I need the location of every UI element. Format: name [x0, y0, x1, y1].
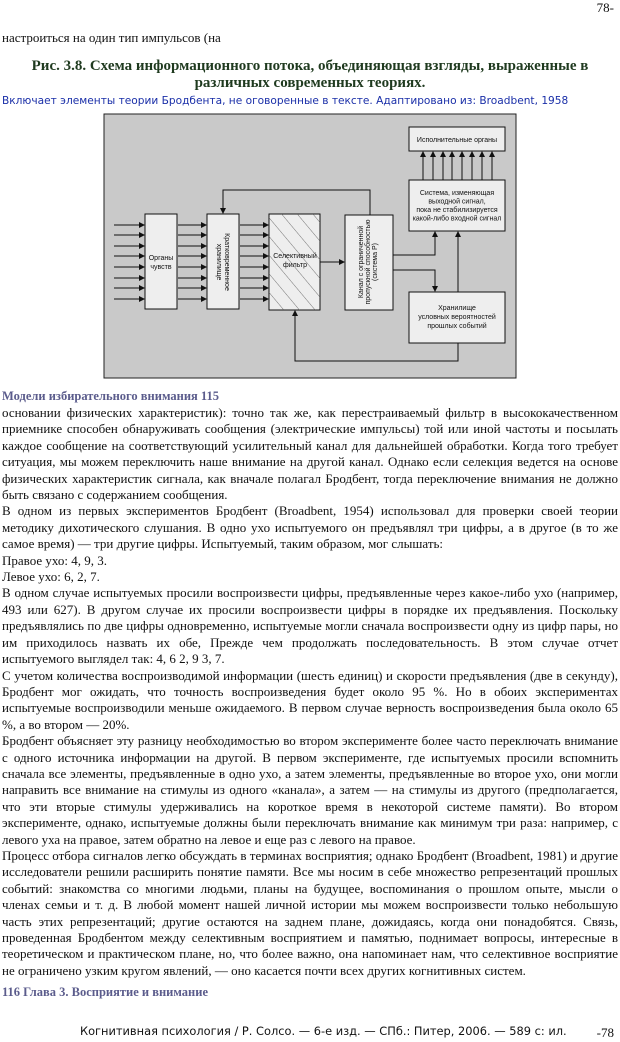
- paragraph: Левое ухо: 6, 2, 7.: [2, 569, 100, 585]
- figure-caption: Рис. 3.8. Схема информационного потока, объединяющая взгляды, выраженные в различных современных теориях.: [31, 58, 589, 91]
- box-short-term-store-label: Кратковременноехранилище: [215, 233, 230, 291]
- paragraph: В одном случае испытуемых просили воспроизвести цифры, предъявленные через какое-либо ухо (например, 493 или 627). В другом случае их просили воспроизвести цифры в порядке их предъявления. Поскольку предъявлялись по две цифры одновременно, испытуемые могли сначала воспроизвести одну из цифр пары, но им приходилось назвать их обе, Прежде чем продолжать последовательность. В этом случае отчет испытуемого выглядел так: 4, 6 2, 9 3, 7.: [2, 585, 618, 667]
- text-flow: [2, 388, 618, 1042]
- lead-fragment: настроиться на один тип импульсов (на: [2, 30, 221, 45]
- box-effectors-label: Исполнительные органы: [416, 137, 498, 144]
- box-output-system-label: Система, изменяющая выходной сигнал, пока не стабилизируется какой-либо входной сигнал: [412, 190, 502, 223]
- paragraph: Процесс отбора сигналов легко обсуждать в терминах восприятия; однако Бродбент (Broadbent, 1981) и другие исследователи решили расширить понятие памяти. Все мы носим в себе множество репрезентаций прошлых событий: знакомства со многими людьми, планы на будущее, воспоминания о прошлом опыте, мысли о членах семьи и т. д. В любой момент нашей личной истории мы можем воспроизвести только небольшую часть этих репрезентаций; другие остаются на заднем плане, дожидаясь, когда они понадобятся. Связь, проведенная Бродбентом между селективным восприятием и памятью, поднимает вопросы, интересные в теоретическом и практическом плане, но, что более важно, она напоминает нам, что селективное восприятие не ограничено узким кругом явлений, — оно касается почти всех других когнитивных систем.: [2, 847, 618, 978]
- figure-subcaption: Включает элементы теории Бродбента, не оговоренные в тексте. Адаптировано из: Broadbent, 1958: [2, 95, 569, 107]
- chapter-footer: 116 Глава 3. Восприятие и внимание: [2, 985, 208, 1000]
- paragraph: Правое ухо: 4, 9, 3.: [2, 552, 108, 568]
- information-flow-diagram: [100, 110, 520, 390]
- page-number-bottom: -78: [596, 1025, 614, 1041]
- box-store-label: Хранилище условных вероятностей прошлых событий: [418, 305, 496, 330]
- page-footer: [2, 1024, 618, 1042]
- paragraph: С учетом количества воспроизводимой информации (шесть единиц) и скорости предъявления (две в секунду), Бродбент мог ожидать, что точность воспроизведения будет около 95 %. Но в обоих экспериментах испытуемые воспроизводили меньше ожидаемого. В первом случае верность воспроизведения была около 65 %, а во втором — 20%.: [2, 667, 618, 732]
- body-text: [2, 405, 618, 979]
- box-selective-filter-label: Селективный фильтр: [273, 253, 317, 269]
- paragraph: Бродбент объясняет эту разницу необходимостью во втором эксперименте более часто переключать внимание с одного источника информации на другой. В первом эксперименте, где испытуемых просили вспомнить сначала все элементы, предъявленные в одно ухо, а затем элементы, предъявленные во второе ухо, они могли направить все внимание на стимулы из одного «канала», а затем — на стимулы из другого (предполагается, что эти вторые стимулы удерживались на короткое время в некоторой системе памяти). Во втором эксперименте, однако, испытуемые должны были переключать внимание как минимум три раза: например, с левого уха на правое, затем обратно на левое и еще раз с левого на правое.: [2, 733, 618, 847]
- section-heading: Модели избирательного внимания 115: [2, 389, 219, 403]
- book-citation: Когнитивная психология / Р. Солсо. — 6-е изд. — СПб.: Питер, 2006. — 589 с: ил.: [80, 1024, 567, 1039]
- box-short-term-store: [207, 214, 239, 309]
- box-output-system: [409, 180, 505, 231]
- page-number-top: 78-: [596, 0, 614, 15]
- box-senses-label: Органы чувств: [148, 255, 174, 271]
- paragraph: В одном из первых экспериментов Бродбент (Broadbent, 1954) использовал для проверки своей теории методику дихотического слушания. В одно ухо испытуемого он предъявлял три цифры, а в другое (в то же самое время) — три другие цифры. Испытуемый, таким образом, мог слышать:: [2, 503, 618, 552]
- paragraph: основании физических характеристик): точно так же, как перестраиваемый фильтр в высококачественном приемнике способен обнаруживать сообщения (электрические импульсы) той или иной частоты и посылать каждое сообщение на соответствующий усилительный канал для дальнейшей обработки. Когда того требует ситуация, мы можем переключить наше внимание на другой канал. Однако если селекция ведется на основе физических характеристик сигнала, как вначале полагал Бродбент, тогда переключение внимания не должно быть связано с содержанием сообщения.: [2, 405, 618, 503]
- box-limited-channel-label: Канал с ограниченнойпропускной способностью(система P): [358, 219, 379, 305]
